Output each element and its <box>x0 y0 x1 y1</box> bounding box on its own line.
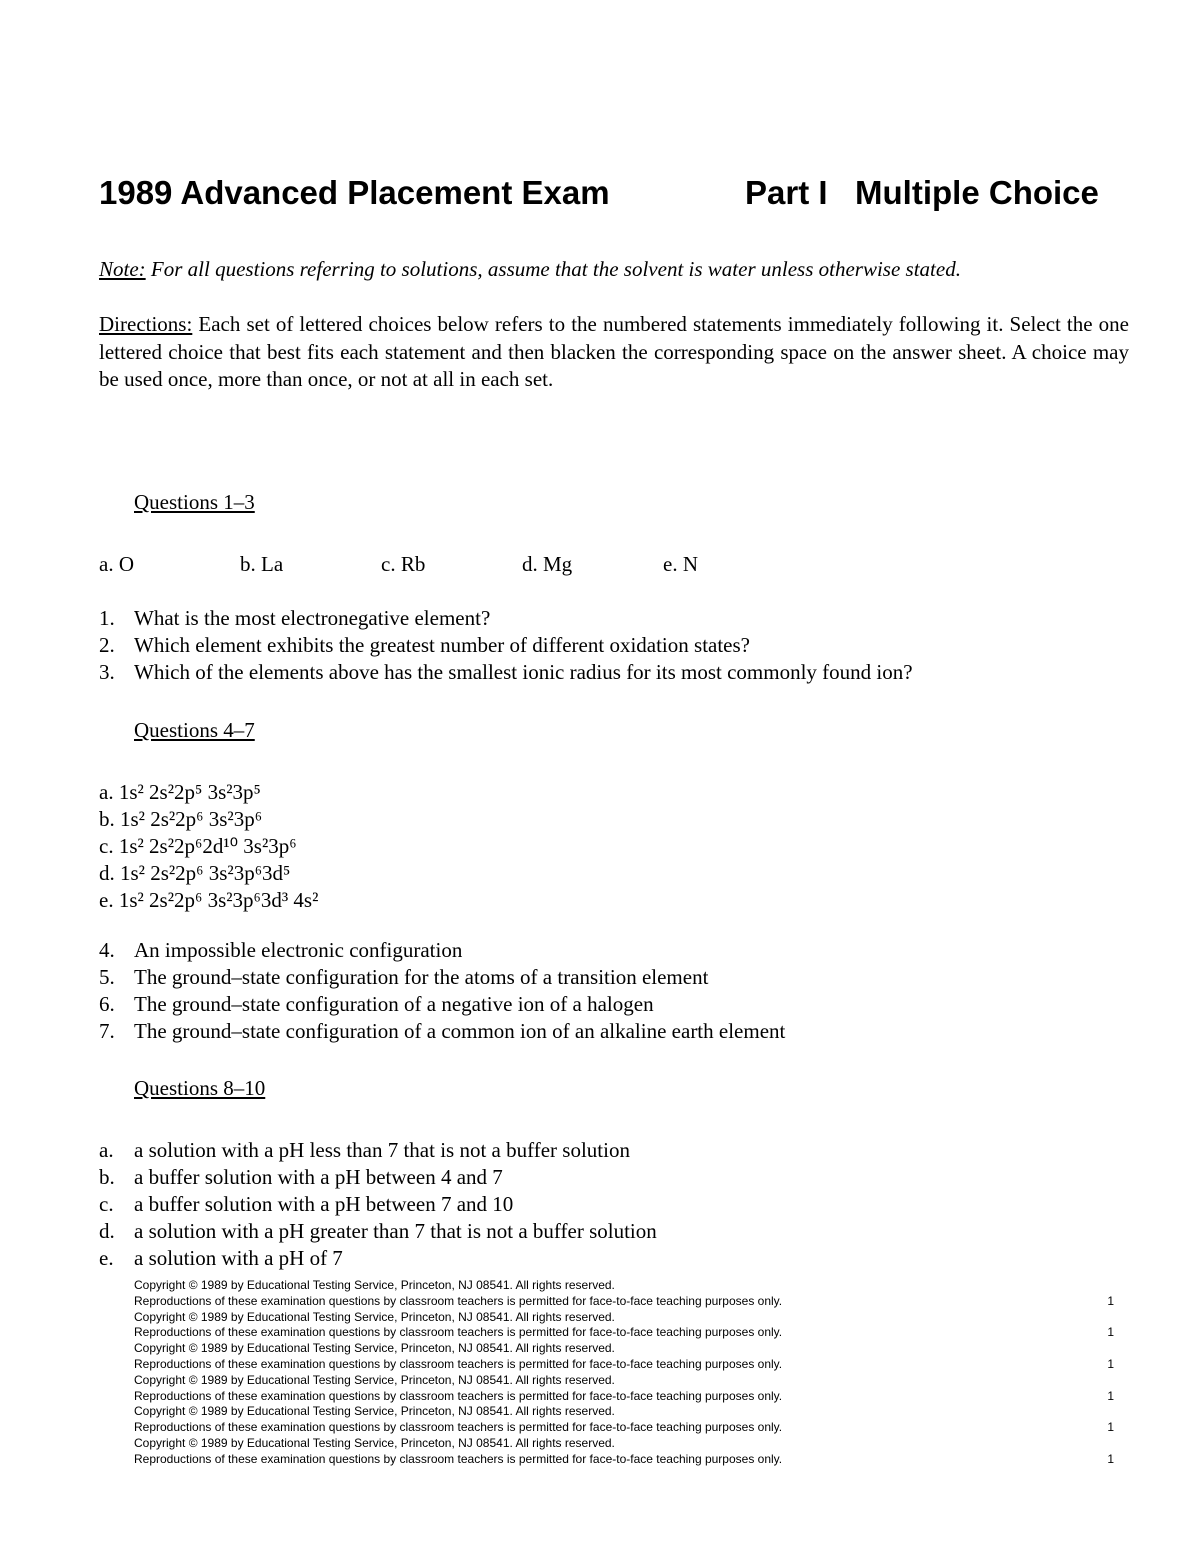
copyright-line: Copyright © 1989 by Educational Testing Service, Princeton, NJ 08541. All rights reserved. <box>134 1341 615 1356</box>
reproduction-line: Reproductions of these examination questions by classroom teachers is permitted for face-to-face teaching purposes only. 1 <box>134 1451 1114 1466</box>
reproduction-line: Reproductions of these examination questions by classroom teachers is permitted for face-to-face teaching purposes only. 1 <box>134 1420 1114 1435</box>
set1-questions <box>99 605 1099 686</box>
directions-text: Each set of lettered choices below refers to the numbered statements immediately following it. Select the one lettered choice that best fits each statement and then blacken the corresponding space on the answer sheet. A choice may be used once, more than once, or not at all in each set. <box>99 312 1129 391</box>
list-item: e. a solution with a pH of 7 <box>99 1246 343 1270</box>
list-item: a. 1s² 2s²2p⁵ 3s²3p⁵ <box>99 780 261 804</box>
copyright-line: Copyright © 1989 by Educational Testing Service, Princeton, NJ 08541. All rights reserved. <box>134 1372 615 1387</box>
reproduction-line: Reproductions of these examination questions by classroom teachers is permitted for face-to-face teaching purposes only. 1 <box>134 1293 1114 1308</box>
set2-choices <box>99 779 699 914</box>
set1-choices <box>99 551 899 579</box>
note-label: Note: <box>99 257 146 281</box>
set3-choices <box>99 1137 1099 1272</box>
copyright-line: Copyright © 1989 by Educational Testing Service, Princeton, NJ 08541. All rights reserved. <box>134 1309 615 1324</box>
page-number: 1 <box>1107 1356 1114 1371</box>
page-title <box>99 174 1129 218</box>
reproduction-line: Reproductions of these examination questions by classroom teachers is permitted for face-to-face teaching purposes only. 1 <box>134 1325 1114 1340</box>
set1-choice-a: a. O <box>99 552 134 576</box>
list-item: a. a solution with a pH less than 7 that is not a buffer solution <box>99 1138 630 1162</box>
note-paragraph <box>99 256 1139 284</box>
page-number: 1 <box>1107 1420 1114 1435</box>
exam-title: 1989 Advanced Placement Exam <box>99 174 610 211</box>
copyright-line: Copyright © 1989 by Educational Testing Service, Princeton, NJ 08541. All rights reserved. <box>134 1435 615 1450</box>
list-item: d. a solution with a pH greater than 7 that is not a buffer solution <box>99 1219 657 1243</box>
list-item: d. 1s² 2s²2p⁶ 3s²3p⁶3d⁵ <box>99 861 291 885</box>
directions-label: Directions: <box>99 312 193 336</box>
set1-choice-e: e. N <box>663 552 698 576</box>
exam-part: Part I Multiple Choice <box>745 174 1099 211</box>
questions-8-10-heading: Questions 8–10 <box>134 1076 266 1100</box>
list-item: 2. Which element exhibits the greatest number of different oxidation states? <box>99 633 750 657</box>
directions-paragraph <box>99 311 1129 394</box>
set1-choice-b: b. La <box>240 552 284 576</box>
list-item: b. 1s² 2s²2p⁶ 3s²3p⁶ <box>99 807 263 831</box>
page-number: 1 <box>1107 1325 1114 1340</box>
copyright-footer <box>134 1278 1114 1468</box>
list-item: 4. An impossible electronic configuration <box>99 938 463 962</box>
page-number: 1 <box>1107 1388 1114 1403</box>
copyright-line: Copyright © 1989 by Educational Testing Service, Princeton, NJ 08541. All rights reserved. <box>134 1278 615 1292</box>
set2-questions <box>99 937 1099 1045</box>
questions-1-3-heading: Questions 1–3 <box>134 490 255 514</box>
page-number: 1 <box>1107 1451 1114 1466</box>
list-item: 5. The ground–state configuration for the atoms of a transition element <box>99 965 709 989</box>
list-item: 3. Which of the elements above has the smallest ionic radius for its most commonly found ion? <box>99 660 913 684</box>
questions-4-7-heading: Questions 4–7 <box>134 718 255 742</box>
set1-choice-c: c. Rb <box>381 552 426 576</box>
reproduction-line: Reproductions of these examination questions by classroom teachers is permitted for face-to-face teaching purposes only. 1 <box>134 1356 1114 1371</box>
list-item: c. 1s² 2s²2p⁶2d¹⁰ 3s²3p⁶ <box>99 834 297 858</box>
note-text: For all questions referring to solutions, assume that the solvent is water unless otherwise stated. <box>145 257 961 281</box>
page-number: 1 <box>1107 1293 1114 1308</box>
list-item: c. a buffer solution with a pH between 7 and 10 <box>99 1192 514 1216</box>
list-item: e. 1s² 2s²2p⁶ 3s²3p⁶3d³ 4s² <box>99 888 319 912</box>
list-item: 1. What is the most electronegative element? <box>99 606 491 630</box>
copyright-line: Copyright © 1989 by Educational Testing Service, Princeton, NJ 08541. All rights reserved. <box>134 1404 615 1419</box>
list-item: b. a buffer solution with a pH between 4 and 7 <box>99 1165 503 1189</box>
set1-choice-d: d. Mg <box>522 552 573 576</box>
list-item: 7. The ground–state configuration of a common ion of an alkaline earth element <box>99 1019 786 1043</box>
list-item: 6. The ground–state configuration of a negative ion of a halogen <box>99 992 654 1016</box>
reproduction-line: Reproductions of these examination questions by classroom teachers is permitted for face-to-face teaching purposes only. 1 <box>134 1388 1114 1403</box>
